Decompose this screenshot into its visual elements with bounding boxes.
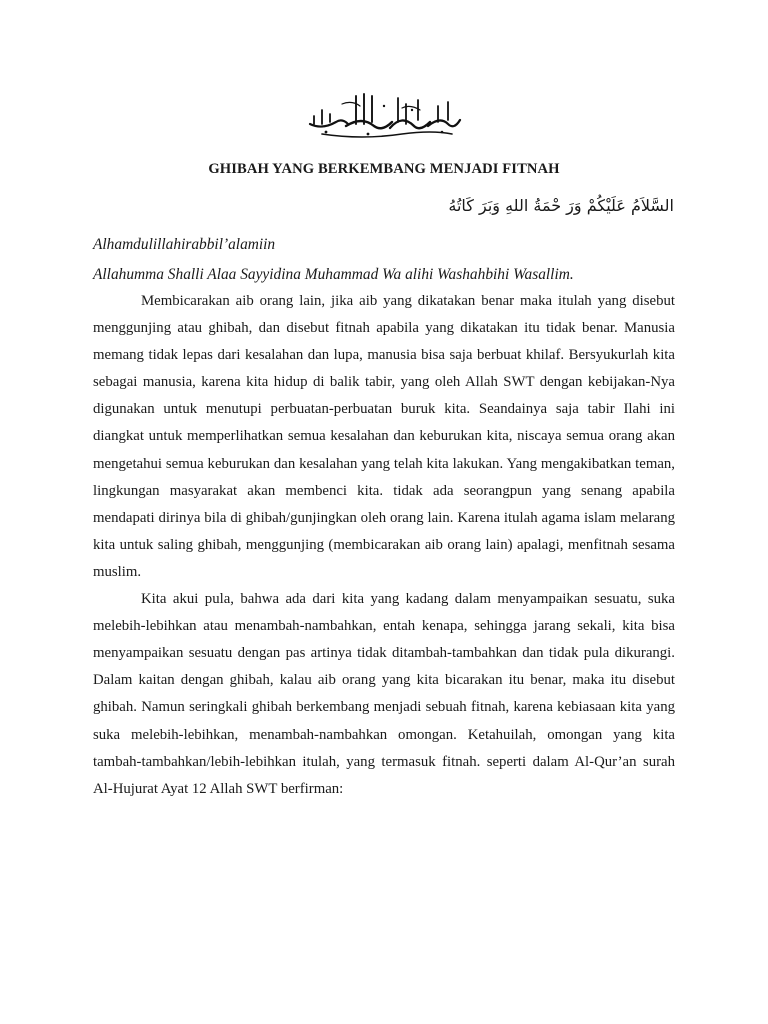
basmala-calligraphy-image	[302, 86, 464, 140]
opening-shalawat: Allahumma Shalli Alaa Sayyidina Muhammad Wa alihi Washahbihi Wasallim.	[93, 266, 574, 283]
arabic-salam: السَّلاَمُ عَلَيْكُمْ وَرَ حْمَةُ اللهِ وَبَرَ كَاتُهُ	[448, 196, 674, 215]
document-title: GHIBAH YANG BERKEMBANG MENJADI FITNAH	[208, 161, 560, 177]
opening-hamdalah: Alhamdulillahirabbil’alamiin	[93, 236, 276, 253]
body-paragraph-2: Kita akui pula, bahwa ada dari kita yang kadang dalam menyampaikan sesuatu, suka melebih-lebihkan atau menambah-nambahkan, entah kenapa, sehingga jarang sekali, kita bisa menyampaikan sesuatu dengan pas artinya tidak ditambah-tambahkan dan tidak pula dikurangi. Dalam kaitan dengan ghibah, kalau aib orang yang kita bicarakan itu benar, maka itu disebut ghibah. Namun seringkali ghibah berkembang menjadi sebuah fitnah, karena kebiasaan kita yang suka melebih-lebihkan, menambah-nambahkan omongan. Ketahuilah, omongan yang kita tambah-tambahkan/lebih-lebihkan itulah, yang termasuk fitnah. seperti dalam Al-Qur’an surah Al-Hujurat Ayat 12 Allah SWT berfirman:	[93, 591, 675, 797]
basmala-calligraphy-icon	[302, 86, 464, 140]
document-body	[93, 288, 675, 803]
body-paragraph-1: Membicarakan aib orang lain, jika aib yang dikatakan benar maka itulah yang disebut menggunjing atau ghibah, dan disebut fitnah apabila yang dikatakan itu tidak benar. Manusia memang tidak lepas dari kesalahan dan lupa, manusia bisa saja berbuat khilaf. Bersyukurlah kita sebagai manusia, karena kita hidup di balik tabir, yang oleh Allah SWT dengan kebijakan-Nya digunakan untuk menutupi perbuatan-perbuatan buruk kita. Seandainya saja tabir Ilahi ini diangkat untuk memperlihatkan semua kesalahan dan keburukan kita, niscaya semua orang akan mengetahui semua keburukan dan kesalahan yang telah kita lakukan. Yang mengakibatkan teman, lingkungan masyarakat akan membenci kita. tidak ada seorangpun yang senang apabila mendapati dirinya bila di ghibah/gunjingkan oleh orang lain. Karena itulah agama islam melarang kita untuk saling ghibah, menggunjing (membicarakan aib orang lain) apalagi, menfitnah sesama muslim.	[93, 293, 675, 580]
